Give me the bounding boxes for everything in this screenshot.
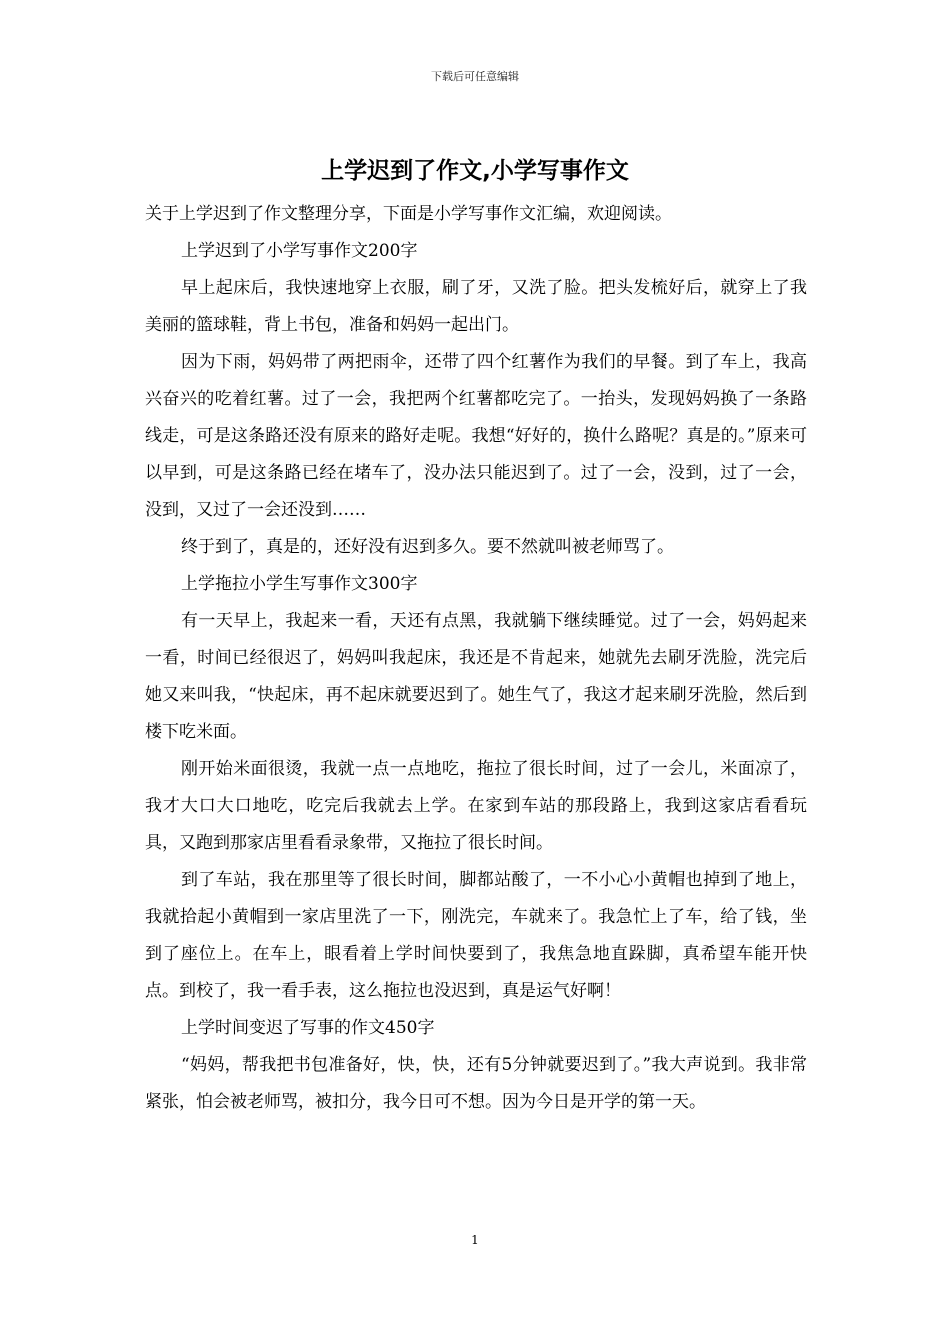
- page-header: 下载后可任意编辑: [431, 70, 519, 83]
- paragraph: 上学时间变迟了写事的作文450字: [181, 1018, 435, 1038]
- paragraph: 因为下雨，妈妈带了两把雨伞，还带了四个红薯作为我们的早餐。到了车上，我高兴奋兴的吃着红薯。过了一会，我把两个红薯都吃完了。一抬头，发现妈妈换了一条路线走，可是这条路还没有原来的路好走呢。我想“好好的，换什么路呢？真是的。”原来可以早到，可是这条路已经在堵车了，没办法只能迟到了。过了一会，没到，过了一会，没到，又过了一会还没到……: [145, 352, 807, 520]
- paragraph: 到了车站，我在那里等了很长时间，脚都站酸了，一不小心小黄帽也掉到了地上，我就拾起小黄帽到一家店里洗了一下，刚洗完，车就来了。我急忙上了车，给了钱，坐到了座位上。在车上，眼看着上学时间快要到了，我焦急地直跺脚，真希望车能开快点。到校了，我一看手表，这么拖拉也没迟到，真是运气好啊！: [145, 870, 807, 1001]
- page-number: 1: [471, 1233, 479, 1247]
- document-body: [145, 196, 807, 1121]
- paragraph: 有一天早上，我起来一看，天还有点黑，我就躺下继续睡觉。过了一会，妈妈起来一看，时间已经很迟了，妈妈叫我起床，我还是不肯起来，她就先去刷牙洗脸，洗完后她又来叫我，“快起床，再不起床就要迟到了。她生气了，我这才起来刷牙洗脸，然后到楼下吃米面。: [145, 611, 807, 742]
- paragraph: 关于上学迟到了作文整理分享，下面是小学写事作文汇编，欢迎阅读。: [145, 204, 672, 224]
- paragraph: 早上起床后，我快速地穿上衣服，刷了牙，又洗了脸。把头发梳好后，就穿上了我美丽的篮球鞋，背上书包，准备和妈妈一起出门。: [145, 278, 807, 335]
- paragraph: 上学拖拉小学生写事作文300字: [181, 574, 418, 594]
- paragraph: “妈妈，帮我把书包准备好，快，快，还有5分钟就要迟到了。”我大声说到。我非常紧张，怕会被老师骂，被扣分，我今日可不想。因为今日是开学的第一天。: [145, 1055, 807, 1112]
- document-title: 上学迟到了作文,小学写事作文: [321, 158, 629, 184]
- paragraph: 刚开始米面很烫，我就一点一点地吃，拖拉了很长时间，过了一会儿，米面凉了，我才大口大口地吃，吃完后我就去上学。在家到车站的那段路上，我到这家店看看玩具，又跑到那家店里看看录象带，又拖拉了很长时间。: [145, 759, 807, 853]
- paragraph: 上学迟到了小学写事作文200字: [181, 241, 418, 261]
- paragraph: 终于到了，真是的，还好没有迟到多久。要不然就叫被老师骂了。: [181, 537, 674, 557]
